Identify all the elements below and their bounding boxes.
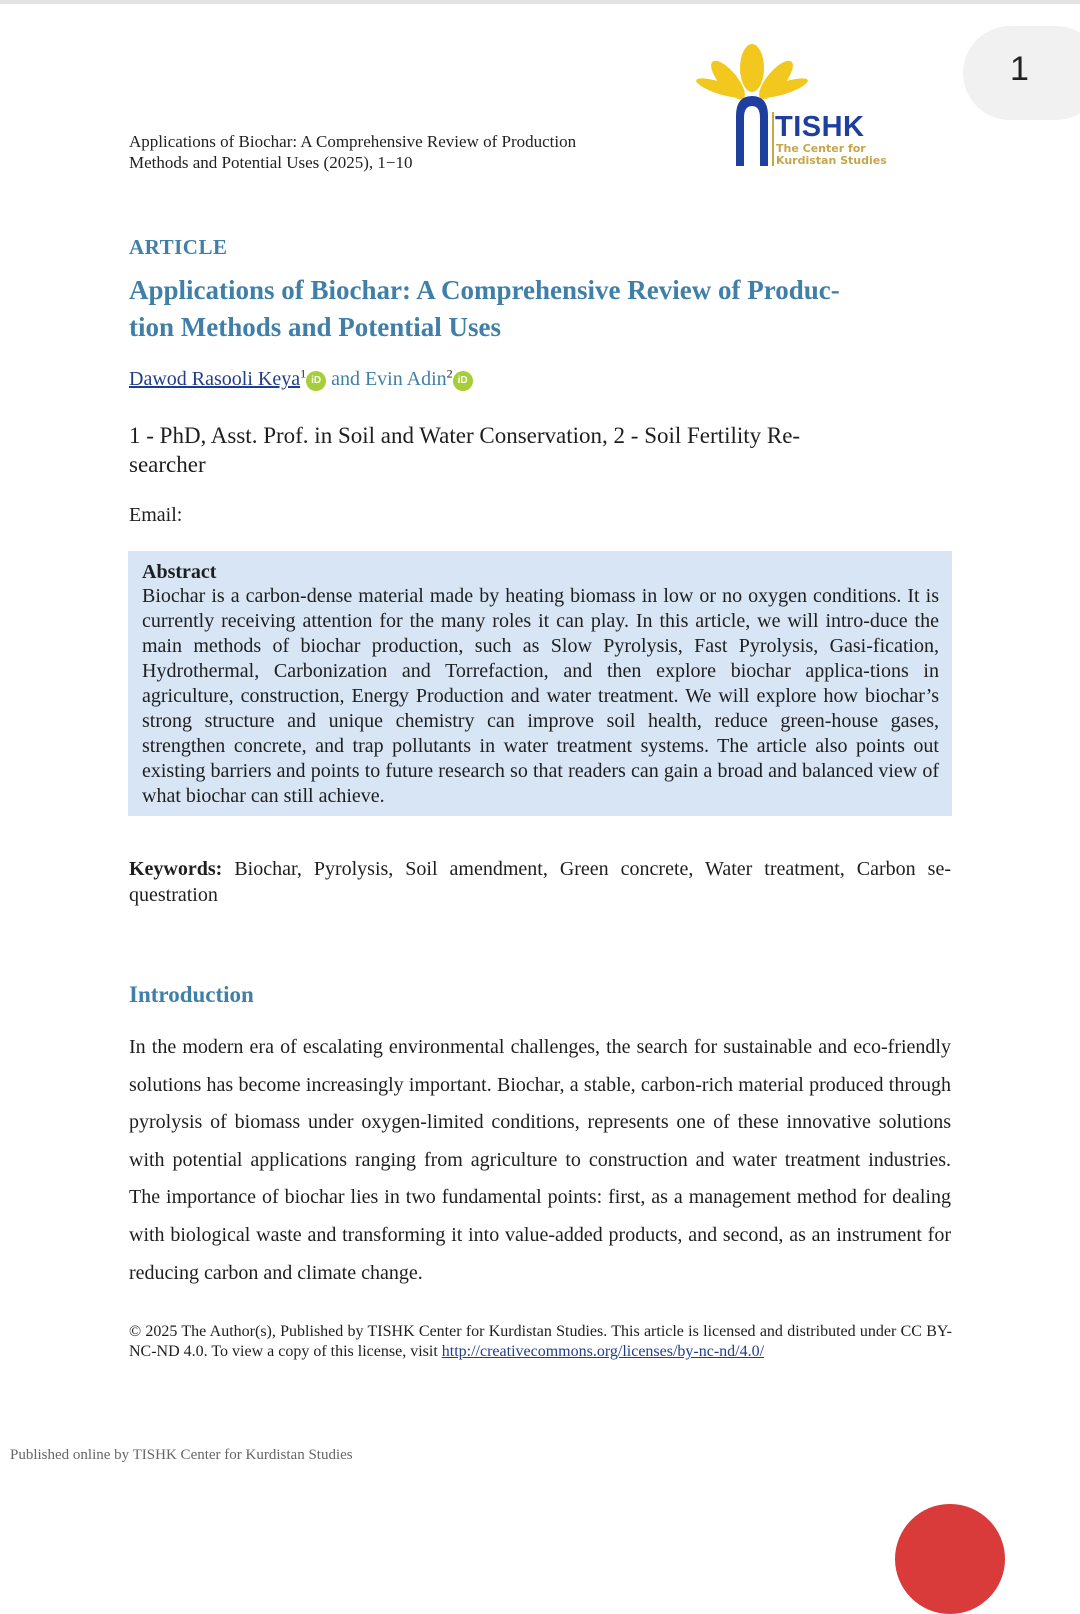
logo-subtitle [776,143,887,167]
running-head [129,131,576,173]
author-list [129,368,473,391]
logo-petal-center [740,44,764,92]
logo-subtitle-line1: The Center for [776,142,866,155]
license-text: © 2025 The Author(s), Published by TISHK Center for Kurdistan Studies. This article is licensed and distributed under CC BY-NC-ND 4.0. To view a copy of this license, visit [129,1323,952,1360]
logo-subtitle-line2: Kurdistan Studies [776,154,887,167]
page-number: 1 [1010,50,1029,88]
article-title-line1: Applications of Biochar: A Comprehensive Review of Produc- [129,275,840,305]
article-type-label: ARTICLE [129,235,228,259]
license-notice [129,1322,952,1362]
abstract-heading: Abstract [142,561,217,583]
page-footer: Published online by TISHK Center for Kurdistan Studies [10,1447,353,1463]
license-link[interactable]: http://creativecommons.org/licenses/by-nc-nd/4.0/ [441,1343,765,1360]
orcid-icon[interactable]: iD [453,371,473,391]
top-divider [0,0,1080,4]
email-label: Email: [129,504,183,526]
author-2-affiliation-mark: 2 [446,366,453,381]
affiliations [129,421,889,479]
logo-divider [772,112,774,166]
logo-title: TISHK [775,111,865,143]
introduction-text: In the modern era of escalating environmental challenges, the search for sustainable and eco-friendly solutions has become increasingly important. Biochar, a stable, carbon-rich material produced through pyrolysis of biomass under oxygen-limited conditions, represents one of these innovative solutions with potential applications ranging from agriculture to construction and water treatment industries. The importance of biochar lies in two fundamental points: first, as a management method for dealing with biological waste and transforming it into value-added products, and second, as an instrument for reducing carbon and climate change. [129,1036,951,1284]
affiliations-line2: searcher [129,452,206,477]
article-title [129,272,909,346]
running-head-line1: Applications of Biochar: A Comprehensive Review of Production [129,132,577,151]
keywords [129,856,951,908]
keywords-label: Keywords: [129,858,223,880]
abstract-box [128,551,952,816]
abstract-text: Biochar is a carbon-dense material made by heating biomass in low or no oxygen conditions. It is currently receiving attention for the many roles it can play. In this article, we will intro-duce the main methods of biochar production, such as Slow Pyrolysis, Fast Pyrolysis, Gasi-fication, Hydrothermal, Carbonization and Torrefaction, and then explore biochar applica-tions in agriculture, construction, Energy Production and water treatment. We will explore how biochar’s strong structure and unique chemistry can improve soil health, reduce green-house gases, strengthen concrete, and trap pollutants in water treatment systems. The article also points out existing barriers and points to future research so that readers can gain a broad and balanced view of what biochar can still achieve. [142,585,939,807]
article-title-line2: tion Methods and Potential Uses [129,312,502,342]
keywords-text: Biochar, Pyrolysis, Soil amendment, Green concrete, Water treatment, Carbon se-questration [129,858,951,906]
orcid-icon[interactable]: iD [306,371,326,391]
author-2-name: and Evin Adin [331,368,447,390]
running-head-line2: Methods and Potential Uses (2025), 1−10 [129,153,413,172]
author-1-affiliation-mark: 1 [300,366,307,381]
logo-pillar [736,96,768,166]
author-1-link[interactable]: Dawod Rasooli Keya [129,368,301,390]
affiliations-line1: 1 - PhD, Asst. Prof. in Soil and Water Conservation, 2 - Soil Fertility Re- [129,423,801,448]
introduction-heading: Introduction [129,982,254,1007]
